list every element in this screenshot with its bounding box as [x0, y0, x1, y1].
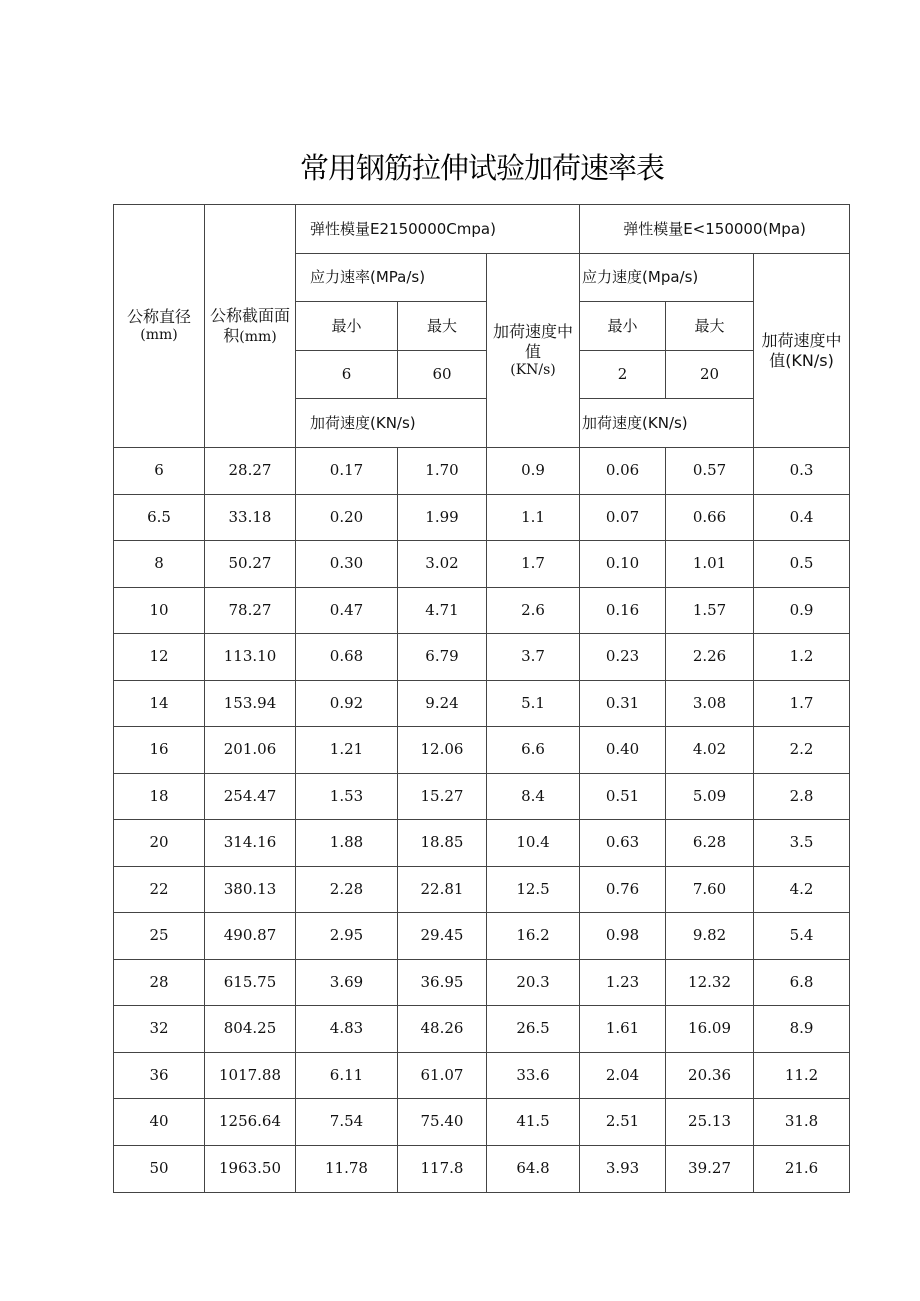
- cell-min-load-1: 11.78: [296, 1145, 398, 1192]
- cell-max-load-1: 6.79: [398, 634, 487, 681]
- header-area-text: 公称截面面积: [210, 305, 291, 345]
- table-row: [114, 1145, 850, 1192]
- table-row: [114, 1006, 850, 1053]
- cell-mid-load-1: 10.4: [487, 820, 580, 867]
- table-row: [114, 1052, 850, 1099]
- cell-mid-load-2: 11.2: [754, 1052, 850, 1099]
- cell-mid-load-1: 0.9: [487, 448, 580, 495]
- cell-area: 33.18: [205, 494, 296, 541]
- table-row: [114, 866, 850, 913]
- cell-mid-load-1: 3.7: [487, 634, 580, 681]
- cell-mid-load-2: 0.9: [754, 587, 850, 634]
- cell-max-load-1: 1.70: [398, 448, 487, 495]
- cell-max-load-1: 15.27: [398, 773, 487, 820]
- cell-min-load-2: 0.51: [580, 773, 666, 820]
- cell-max-load-1: 1.99: [398, 494, 487, 541]
- cell-mid-load-2: 1.7: [754, 680, 850, 727]
- cell-area: 78.27: [205, 587, 296, 634]
- cell-area: 1963.50: [205, 1145, 296, 1192]
- cell-mid-load-2: 31.8: [754, 1099, 850, 1146]
- cell-mid-load-1: 1.7: [487, 541, 580, 588]
- cell-area: 28.27: [205, 448, 296, 495]
- cell-min-load-1: 0.17: [296, 448, 398, 495]
- cell-diameter: 20: [114, 820, 205, 867]
- cell-diameter: 28: [114, 959, 205, 1006]
- cell-diameter: 32: [114, 1006, 205, 1053]
- cell-min-load-2: 0.63: [580, 820, 666, 867]
- cell-mid-load-1: 2.6: [487, 587, 580, 634]
- cell-area: 380.13: [205, 866, 296, 913]
- cell-area: 153.94: [205, 680, 296, 727]
- cell-mid-load-2: 6.8: [754, 959, 850, 1006]
- cell-min-load-2: 0.16: [580, 587, 666, 634]
- header-area-label: [210, 306, 290, 347]
- cell-mid-load-1: 26.5: [487, 1006, 580, 1053]
- header-stress-rate-1: 应力速率(MPa/s): [296, 254, 487, 302]
- table-row: [114, 541, 850, 588]
- header-area: [205, 205, 296, 448]
- header-mid-2-label: 加荷速度中值(KN/s): [761, 330, 842, 370]
- cell-mid-load-2: 2.2: [754, 727, 850, 774]
- cell-min-load-2: 0.31: [580, 680, 666, 727]
- cell-mid-load-2: 5.4: [754, 913, 850, 960]
- cell-max-load-2: 12.32: [666, 959, 754, 1006]
- cell-min-load-2: 3.93: [580, 1145, 666, 1192]
- cell-min-load-1: 1.53: [296, 773, 398, 820]
- table-row: [114, 680, 850, 727]
- cell-area: 113.10: [205, 634, 296, 681]
- cell-mid-load-1: 1.1: [487, 494, 580, 541]
- cell-mid-load-1: 8.4: [487, 773, 580, 820]
- header-diameter: [114, 205, 205, 448]
- cell-min-load-2: 0.07: [580, 494, 666, 541]
- header-mid-1: [487, 254, 580, 448]
- cell-max-load-1: 75.40: [398, 1099, 487, 1146]
- cell-mid-load-2: 0.4: [754, 494, 850, 541]
- cell-min-load-1: 0.68: [296, 634, 398, 681]
- cell-mid-load-1: 16.2: [487, 913, 580, 960]
- cell-max-load-1: 48.26: [398, 1006, 487, 1053]
- header-min-value-1: 6: [296, 351, 398, 399]
- cell-max-load-1: 18.85: [398, 820, 487, 867]
- cell-min-load-1: 2.95: [296, 913, 398, 960]
- cell-mid-load-2: 0.5: [754, 541, 850, 588]
- table-row: [114, 448, 850, 495]
- cell-max-load-2: 20.36: [666, 1052, 754, 1099]
- header-mid-2: [754, 254, 850, 448]
- cell-max-load-2: 5.09: [666, 773, 754, 820]
- table-row: [114, 494, 850, 541]
- cell-max-load-1: 36.95: [398, 959, 487, 1006]
- cell-min-load-1: 0.20: [296, 494, 398, 541]
- cell-min-load-2: 0.76: [580, 866, 666, 913]
- cell-area: 490.87: [205, 913, 296, 960]
- cell-max-load-1: 4.71: [398, 587, 487, 634]
- table-row: [114, 959, 850, 1006]
- cell-area: 1017.88: [205, 1052, 296, 1099]
- cell-diameter: 36: [114, 1052, 205, 1099]
- header-mid-1-label: 加荷速度中值: [493, 321, 574, 361]
- cell-min-load-1: 1.21: [296, 727, 398, 774]
- table-row: [114, 913, 850, 960]
- header-diameter-unit: (mm): [140, 327, 178, 344]
- cell-diameter: 14: [114, 680, 205, 727]
- cell-diameter: 25: [114, 913, 205, 960]
- header-min-value-2: 2: [580, 351, 666, 399]
- cell-min-load-1: 6.11: [296, 1052, 398, 1099]
- cell-area: 804.25: [205, 1006, 296, 1053]
- cell-max-load-2: 0.66: [666, 494, 754, 541]
- cell-area: 314.16: [205, 820, 296, 867]
- cell-mid-load-2: 21.6: [754, 1145, 850, 1192]
- cell-mid-load-1: 33.6: [487, 1052, 580, 1099]
- cell-max-load-1: 29.45: [398, 913, 487, 960]
- document-title: 常用钢筋拉伸试验加荷速率表: [299, 151, 664, 185]
- header-max-value-2: 20: [666, 351, 754, 399]
- header-group-1: 弹性模量E2150000Cmpa): [296, 205, 580, 254]
- cell-mid-load-2: 2.8: [754, 773, 850, 820]
- cell-area: 50.27: [205, 541, 296, 588]
- cell-min-load-1: 4.83: [296, 1006, 398, 1053]
- header-max-1: 最大: [398, 302, 487, 351]
- cell-mid-load-2: 1.2: [754, 634, 850, 681]
- header-stress-rate-2: 应力速度(Mpa/s): [580, 254, 754, 302]
- cell-mid-load-1: 64.8: [487, 1145, 580, 1192]
- cell-min-load-1: 0.92: [296, 680, 398, 727]
- header-min-1: 最小: [296, 302, 398, 351]
- header-diameter-label: 公称直径: [126, 307, 191, 327]
- cell-max-load-2: 16.09: [666, 1006, 754, 1053]
- cell-diameter: 12: [114, 634, 205, 681]
- cell-mid-load-1: 12.5: [487, 866, 580, 913]
- header-group-2: 弹性模量E<150000(Mpa): [580, 205, 850, 254]
- cell-max-load-2: 39.27: [666, 1145, 754, 1192]
- cell-min-load-2: 0.06: [580, 448, 666, 495]
- cell-mid-load-2: 8.9: [754, 1006, 850, 1053]
- cell-min-load-2: 0.40: [580, 727, 666, 774]
- cell-max-load-2: 1.01: [666, 541, 754, 588]
- cell-min-load-1: 7.54: [296, 1099, 398, 1146]
- cell-max-load-1: 117.8: [398, 1145, 487, 1192]
- cell-max-load-2: 7.60: [666, 866, 754, 913]
- cell-max-load-2: 6.28: [666, 820, 754, 867]
- cell-max-load-2: 4.02: [666, 727, 754, 774]
- cell-diameter: 16: [114, 727, 205, 774]
- cell-min-load-1: 0.47: [296, 587, 398, 634]
- cell-max-load-2: 2.26: [666, 634, 754, 681]
- table-row: [114, 1099, 850, 1146]
- cell-diameter: 6.5: [114, 494, 205, 541]
- cell-area: 201.06: [205, 727, 296, 774]
- cell-min-load-2: 1.23: [580, 959, 666, 1006]
- cell-max-load-1: 12.06: [398, 727, 487, 774]
- cell-min-load-2: 2.04: [580, 1052, 666, 1099]
- header-area-unit: (mm): [239, 328, 277, 345]
- cell-min-load-2: 0.98: [580, 913, 666, 960]
- cell-mid-load-1: 5.1: [487, 680, 580, 727]
- cell-mid-load-1: 41.5: [487, 1099, 580, 1146]
- cell-max-load-1: 3.02: [398, 541, 487, 588]
- header-load-speed-1: 加荷速度(KN/s): [296, 399, 487, 448]
- cell-max-load-2: 9.82: [666, 913, 754, 960]
- cell-max-load-2: 25.13: [666, 1099, 754, 1146]
- cell-mid-load-1: 6.6: [487, 727, 580, 774]
- cell-diameter: 6: [114, 448, 205, 495]
- cell-max-load-1: 61.07: [398, 1052, 487, 1099]
- cell-diameter: 10: [114, 587, 205, 634]
- cell-diameter: 50: [114, 1145, 205, 1192]
- cell-area: 1256.64: [205, 1099, 296, 1146]
- cell-diameter: 40: [114, 1099, 205, 1146]
- loading-rate-table: [113, 204, 850, 1193]
- table-row: [114, 727, 850, 774]
- cell-max-load-1: 9.24: [398, 680, 487, 727]
- cell-max-load-2: 1.57: [666, 587, 754, 634]
- cell-mid-load-2: 0.3: [754, 448, 850, 495]
- header-max-2: 最大: [666, 302, 754, 351]
- table-row: [114, 820, 850, 867]
- header-min-2: 最小: [580, 302, 666, 351]
- cell-min-load-2: 0.10: [580, 541, 666, 588]
- cell-min-load-2: 1.61: [580, 1006, 666, 1053]
- cell-area: 254.47: [205, 773, 296, 820]
- cell-diameter: 8: [114, 541, 205, 588]
- cell-min-load-2: 2.51: [580, 1099, 666, 1146]
- table-row: [114, 587, 850, 634]
- table-row: [114, 634, 850, 681]
- cell-max-load-2: 0.57: [666, 448, 754, 495]
- cell-max-load-1: 22.81: [398, 866, 487, 913]
- cell-min-load-2: 0.23: [580, 634, 666, 681]
- header-mid-1-unit: (KN/s): [510, 361, 556, 378]
- cell-max-load-2: 3.08: [666, 680, 754, 727]
- cell-diameter: 18: [114, 773, 205, 820]
- cell-mid-load-1: 20.3: [487, 959, 580, 1006]
- table-row: [114, 773, 850, 820]
- cell-min-load-1: 3.69: [296, 959, 398, 1006]
- cell-diameter: 22: [114, 866, 205, 913]
- cell-area: 615.75: [205, 959, 296, 1006]
- cell-min-load-1: 1.88: [296, 820, 398, 867]
- header-load-speed-2: 加荷速度(KN/s): [580, 399, 754, 448]
- cell-min-load-1: 0.30: [296, 541, 398, 588]
- cell-mid-load-2: 3.5: [754, 820, 850, 867]
- cell-mid-load-2: 4.2: [754, 866, 850, 913]
- header-max-value-1: 60: [398, 351, 487, 399]
- cell-min-load-1: 2.28: [296, 866, 398, 913]
